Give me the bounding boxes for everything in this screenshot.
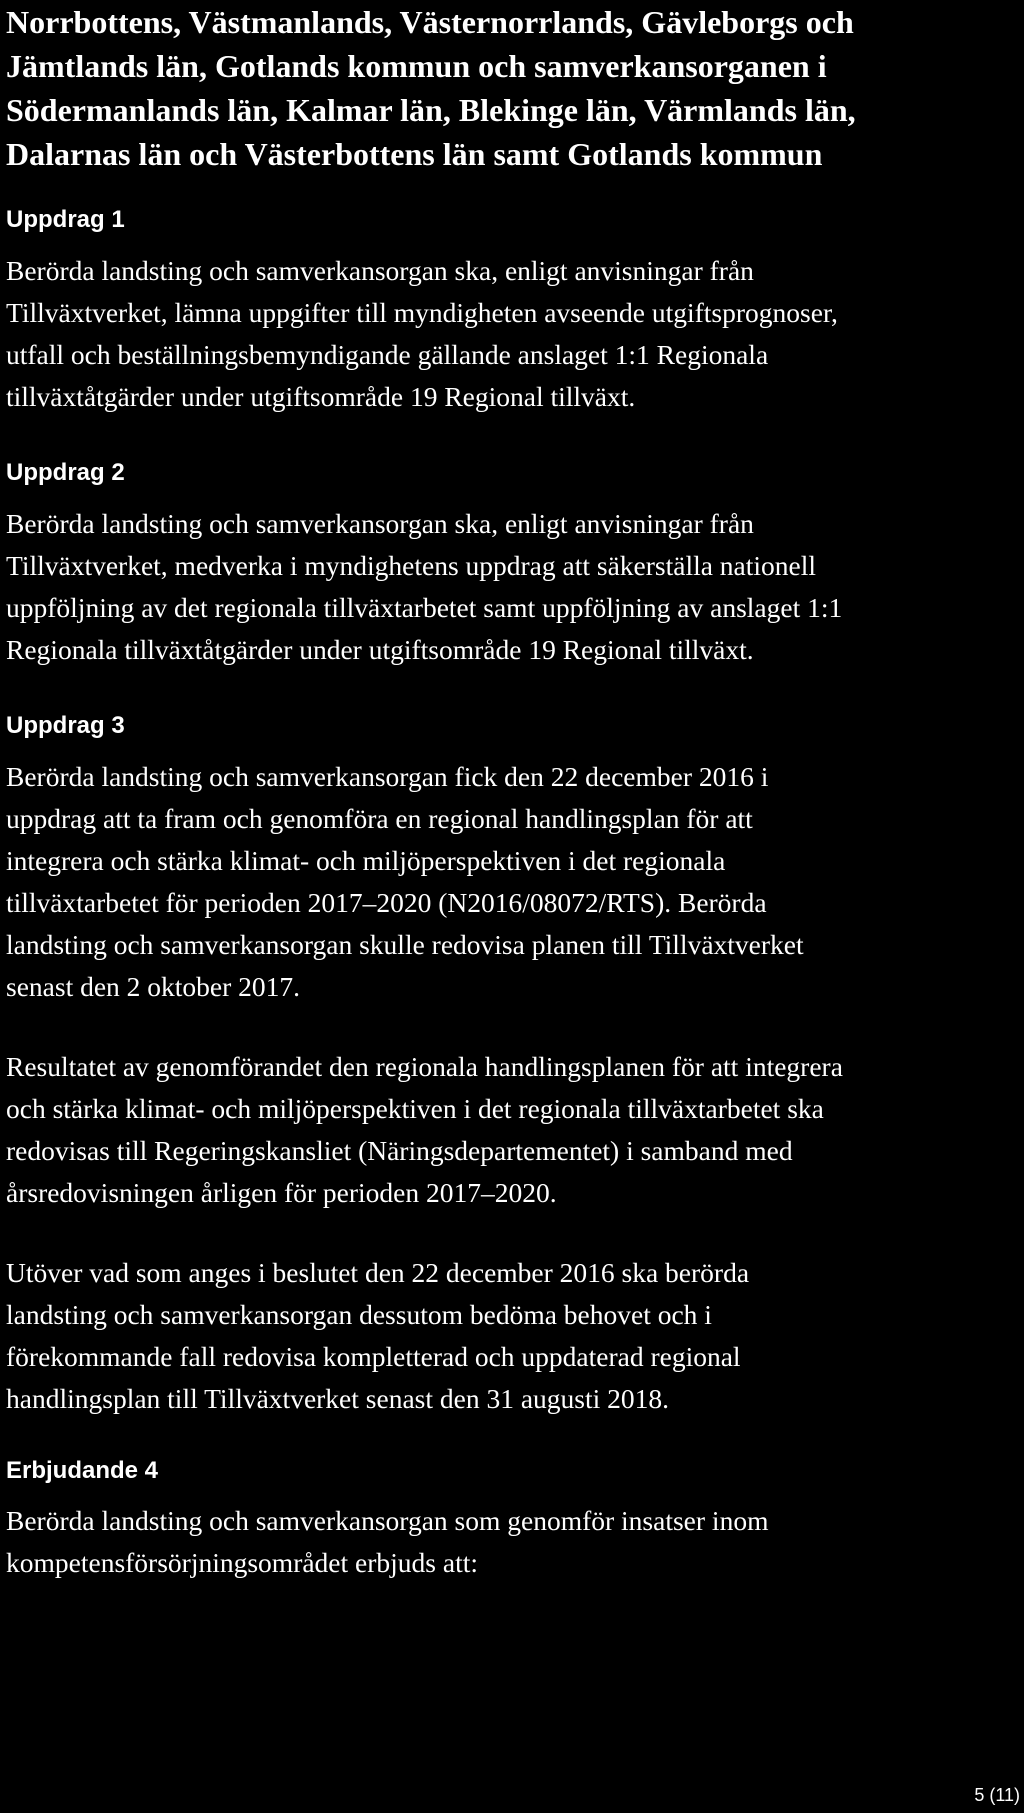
document-heading: Norrbottens, Västmanlands, Västernorrlands, Gävleborgs och Jämtlands län, Gotlands kommun och samverkansorganen i Södermanlands län, Kalmar län, Blekinge län, Värmlands län, Dalarnas län och Västerbottens län samt Gotlands kommun	[6, 4, 856, 172]
section-title-erbjudande-4: Erbjudande 4	[6, 1457, 159, 1484]
page-number: 5 (11)	[974, 1785, 1020, 1805]
document-page	[6, 0, 1006, 1584]
section-title-uppdrag-1: Uppdrag 1	[6, 206, 125, 233]
section-title-uppdrag-2: Uppdrag 2	[6, 459, 125, 486]
paragraph-erbjudande-4: Berörda landsting och samverkansorgan som genomför insatser inom kompetensförsörjningsområdet erbjuds att:	[6, 1505, 769, 1578]
paragraph-uppdrag-3-b: Resultatet av genomförandet den regionala handlingsplanen för att integrera och stärka klimat- och miljöperspektiven i det regionala tillväxtarbetet ska redovisas till Regeringskansliet (Näringsdepartementet) i samband med årsredovisningen årligen för perioden 2017–2020.	[6, 1051, 843, 1208]
section-title-uppdrag-3: Uppdrag 3	[6, 712, 125, 739]
paragraph-uppdrag-3-a: Berörda landsting och samverkansorgan fick den 22 december 2016 i uppdrag att ta fram och genomföra en regional handlingsplan för att integrera och stärka klimat- och miljöperspektiven i det regionala tillväxtarbetet för perioden 2017–2020 (N2016/08072/RTS). Berörda landsting och samverkansorgan skulle redovisa planen till Tillväxtverket senast den 2 oktober 2017.	[6, 761, 804, 1002]
paragraph-uppdrag-3-c: Utöver vad som anges i beslutet den 22 december 2016 ska berörda landsting och samverkansorgan dessutom bedöma behovet och i förekommande fall redovisa kompletterad och uppdaterad regional handlingsplan till Tillväxtverket senast den 31 augusti 2018.	[6, 1257, 750, 1414]
paragraph-uppdrag-2: Berörda landsting och samverkansorgan ska, enligt anvisningar från Tillväxtverket, medverka i myndighetens uppdrag att säkerställa nationell uppföljning av det regionala tillväxtarbetet samt uppföljning av anslaget 1:1 Regionala tillväxtåtgärder under utgiftsområde 19 Regional tillväxt.	[6, 508, 843, 665]
paragraph-uppdrag-1: Berörda landsting och samverkansorgan ska, enligt anvisningar från Tillväxtverket, lämna uppgifter till myndigheten avseende utgiftsprognoser, utfall och beställningsbemyndigande gällande anslaget 1:1 Regionala tillväxtåtgärder under utgiftsområde 19 Regional tillväxt.	[6, 255, 838, 412]
